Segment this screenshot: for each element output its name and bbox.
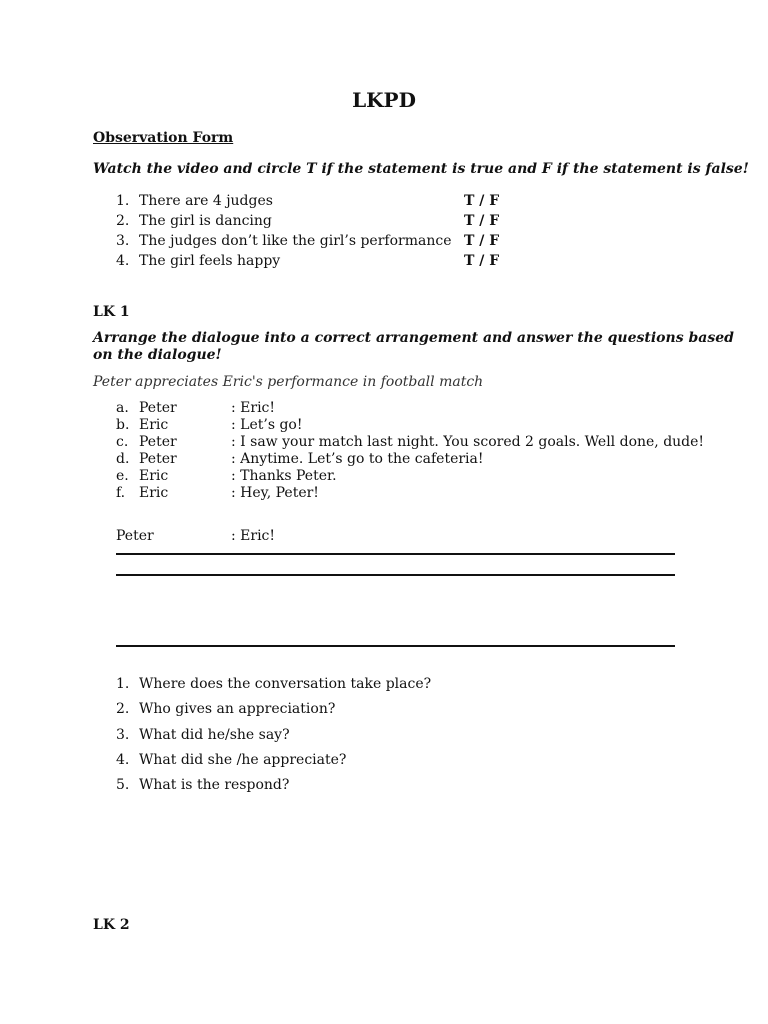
list-item: 2. The girl is dancing bbox=[116, 213, 272, 229]
observation-instruction: Watch the video and circle T if the statement is true and F if the statement is false! bbox=[93, 161, 749, 177]
answer-start-line: Peter : Eric! bbox=[116, 528, 276, 544]
answer-line[interactable] bbox=[116, 574, 675, 576]
page-title: LKPD bbox=[352, 88, 416, 112]
lk2-heading: LK 2 bbox=[93, 917, 130, 933]
true-false-choice: T / F bbox=[464, 253, 500, 269]
true-false-choice: T / F bbox=[464, 233, 500, 249]
true-false-choice: T / F bbox=[464, 193, 500, 209]
answer-line[interactable] bbox=[116, 553, 675, 555]
dialogue-line: e. Eric : Thanks Peter. bbox=[116, 468, 337, 484]
question-item: 1. Where does the conversation take place? bbox=[116, 676, 432, 692]
list-item: 3. The judges don’t like the girl’s performance bbox=[116, 233, 452, 249]
question-item: 2. Who gives an appreciation? bbox=[116, 701, 336, 717]
dialogue-line: d. Peter : Anytime. Let’s go to the cafeteria! bbox=[116, 451, 484, 467]
observation-heading: Observation Form bbox=[93, 130, 234, 146]
lk1-instruction-line2: on the dialogue! bbox=[93, 347, 222, 363]
answer-line[interactable] bbox=[116, 645, 675, 647]
question-item: 3. What did he/she say? bbox=[116, 727, 290, 743]
question-item: 5. What is the respond? bbox=[116, 777, 290, 793]
dialogue-line: a. Peter : Eric! bbox=[116, 400, 276, 416]
dialogue-line: b. Eric : Let’s go! bbox=[116, 417, 303, 433]
lk1-instruction-line1: Arrange the dialogue into a correct arrangement and answer the questions based bbox=[93, 330, 734, 346]
question-item: 4. What did she /he appreciate? bbox=[116, 752, 347, 768]
dialogue-line: f. Eric : Hey, Peter! bbox=[116, 485, 319, 501]
list-item: 1. There are 4 judges bbox=[116, 193, 273, 209]
true-false-choice: T / F bbox=[464, 213, 500, 229]
list-item: 4. The girl feels happy bbox=[116, 253, 281, 269]
lk1-heading: LK 1 bbox=[93, 304, 130, 320]
lk1-context: Peter appreciates Eric's performance in football match bbox=[93, 374, 484, 390]
dialogue-line: c. Peter : I saw your match last night. You scored 2 goals. Well done, dude! bbox=[116, 434, 705, 450]
